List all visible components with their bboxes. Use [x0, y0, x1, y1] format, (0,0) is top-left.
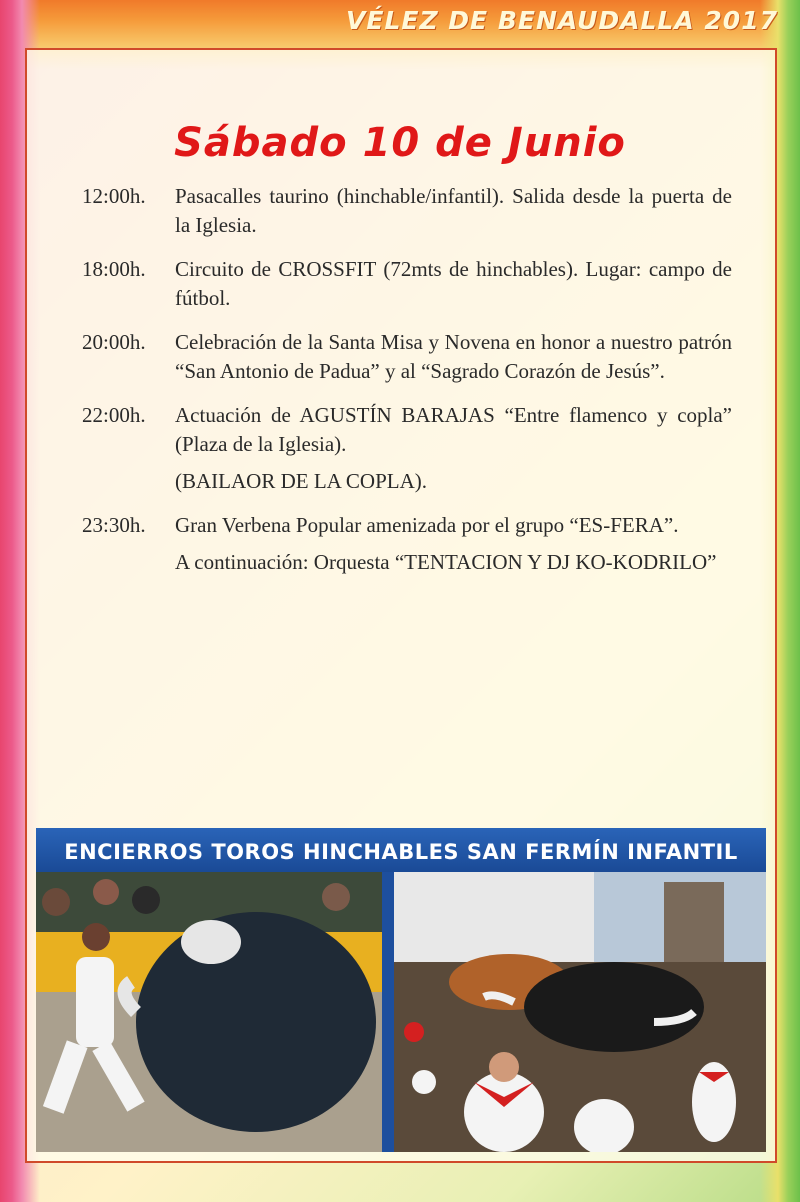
schedule-item — [82, 328, 732, 386]
schedule-item — [82, 511, 732, 540]
photo-inflatable-bull-child — [36, 872, 382, 1152]
photo-banner: ENCIERROS TOROS HINCHABLES SAN FERMÍN INFANTIL — [36, 828, 766, 872]
header-title: VÉLEZ DE BENAUDALLA 2017 — [346, 6, 778, 35]
schedule-list — [82, 182, 732, 592]
schedule-text: Pasacalles taurino (hinchable/infantil). Salida desde la puerta de la Iglesia. — [175, 184, 732, 237]
photo-bull-run-crowd — [394, 872, 766, 1152]
bailaor-note: (BAILAOR DE LA COPLA). — [175, 469, 427, 493]
schedule-text: Circuito de CROSSFIT (72mts de hinchables). Lugar: campo de fútbol. — [175, 257, 732, 310]
schedule-text: Gran Verbena Popular amenizada por el grupo “ES-FERA”. — [175, 513, 679, 537]
schedule-text: Actuación de AGUSTÍN BARAJAS “Entre flamenco y copla” (Plaza de la Iglesia). — [175, 403, 732, 456]
schedule-time: 23:30h. — [82, 513, 146, 537]
schedule-time: 18:00h. — [82, 257, 146, 281]
schedule-text: Celebración de la Santa Misa y Novena en honor a nuestro patrón “San Antonio de Padua” y al “Sagrado Corazón de Jesús”. — [175, 330, 732, 383]
photo-block — [36, 828, 766, 1152]
schedule-item — [82, 182, 732, 240]
schedule-time: 20:00h. — [82, 330, 146, 354]
continuation-note: A continuación: Orquesta “TENTACION Y DJ KO-KODRILO” — [175, 550, 717, 574]
schedule-item — [82, 255, 732, 313]
schedule-time: 22:00h. — [82, 403, 146, 427]
day-title: Sábado 10 de Junio — [174, 120, 626, 166]
schedule-item — [82, 401, 732, 459]
schedule-time: 12:00h. — [82, 184, 146, 208]
